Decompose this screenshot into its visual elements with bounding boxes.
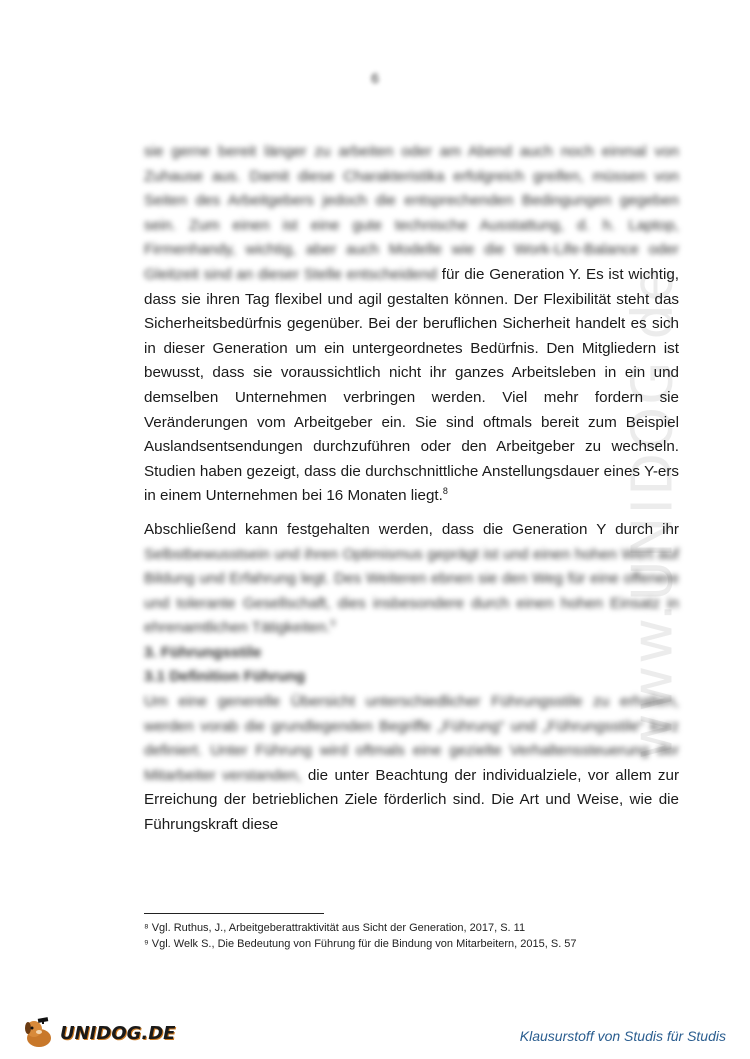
dog-mascot-icon [20,1016,58,1050]
paragraph-3 [144,690,679,838]
footnote-9: ⁹ Vgl. Welk S., Die Bedeutung von Führung für die Bindung von Mitarbeitern, 2015, S. 57 [144,938,577,950]
section-heading: 3. Führungsstile [144,643,262,661]
unidog-logo[interactable] [20,1016,175,1050]
footnote-ref-9: 9 [330,618,336,629]
footnote-ref-8: 8 [442,486,448,497]
page-number: 6 [371,70,379,86]
paragraph-3-text: die unter Beachtung der individualziele, vor allem zur Erreichung der betrieblichen Ziele förderlich sind. Die Art und Weise, wie die Führungskraft diese [144,766,680,834]
footnotes [144,920,684,952]
subsection-heading: 3.1 Definition Führung [144,668,306,686]
paragraph-2-blurred: Selbstbewusstsein und ihren Optimismus geprägt ist und einen hohen Wert auf Bildung und Erfahrung legt. Des Weiteren ebnen sie den Weg für eine offenere und tolerante Gesellschaft, dies insbesondere durch einen hohen Einsatz in ehrenamtlichen Tätigkeiten.$^9$ [144,545,679,637]
paragraph-1-blurred: sie gerne bereit länger zu arbeiten oder am Abend auch noch einmal von Zuhause aus. Damit diese Charakteristika erfolgreich greifen, müssen von Seiten des Arbeitgebers jedoch die entsprechenden Bedingungen gegeben sein. Zum einen ist eine gute technische Ausstattung, d. h. Laptop, Firmenhandy, wichtig, aber auch Modelle wie die Work-Life-Balance oder Gleitzeit sind an dieser Stelle entscheidend [144,143,679,283]
paragraph-2-text: Abschließend kann festgehalten werden, dass die Generation Y durch ihr [144,520,679,538]
footnote-8: ⁸ Vgl. Ruthus, J., Arbeitgeberattraktivität aus Sicht der Generation, 2017, S. 11 [144,922,526,934]
paragraph-1-text: für die Generation Y. Es ist wichtig, dass sie ihren Tag flexibel und agil gestalten können. Der Flexibilität steht das Sicherheitsbedürfnis gegenüber. Bei der beruflichen Sicherheit handelt es sich in dieser Generation um ein untergeordnetes Bedürfnis. Den Mitgliedern ist bewusst, dass sie voraussichtlich nicht ihr ganzes Arbeitsleben in ein und demselben Unternehmen verbringen werden. Viel mehr fordern sie Veränderungen vom Arbeitgeber ein. Sie sind oftmals bereit zum Beispiel Auslandsentsendungen durchzuführen oder den Arbeitgeber zu wechseln. Studien haben gezeigt, dass die durchschnittliche Anstellungsdauer eines Y-ers in einem Unternehmen bei 16 Monaten liegt. [144,265,679,505]
paragraph-3-blurred: Um eine generelle Übersicht unterschiedlicher Führungsstile zu erhalten, werden vorab die grundlegenden Begriffe „Führung“ und „Führungsstile“ kurz definiert. Unter Führung wird oftmals eine gezielte Verhaltenssteuerung der Mitarbeiter verstanden, [144,693,679,784]
watermark: www.UNIDOG.de [620,265,686,760]
logo-text: UNIDOG.DE [60,1022,176,1044]
footnote-divider [144,913,324,914]
paragraph-2 [144,518,679,641]
body-text [144,140,679,838]
paragraph-1 [144,140,679,509]
tagline: Klausurstoff von Studis für Studis [519,1028,726,1044]
